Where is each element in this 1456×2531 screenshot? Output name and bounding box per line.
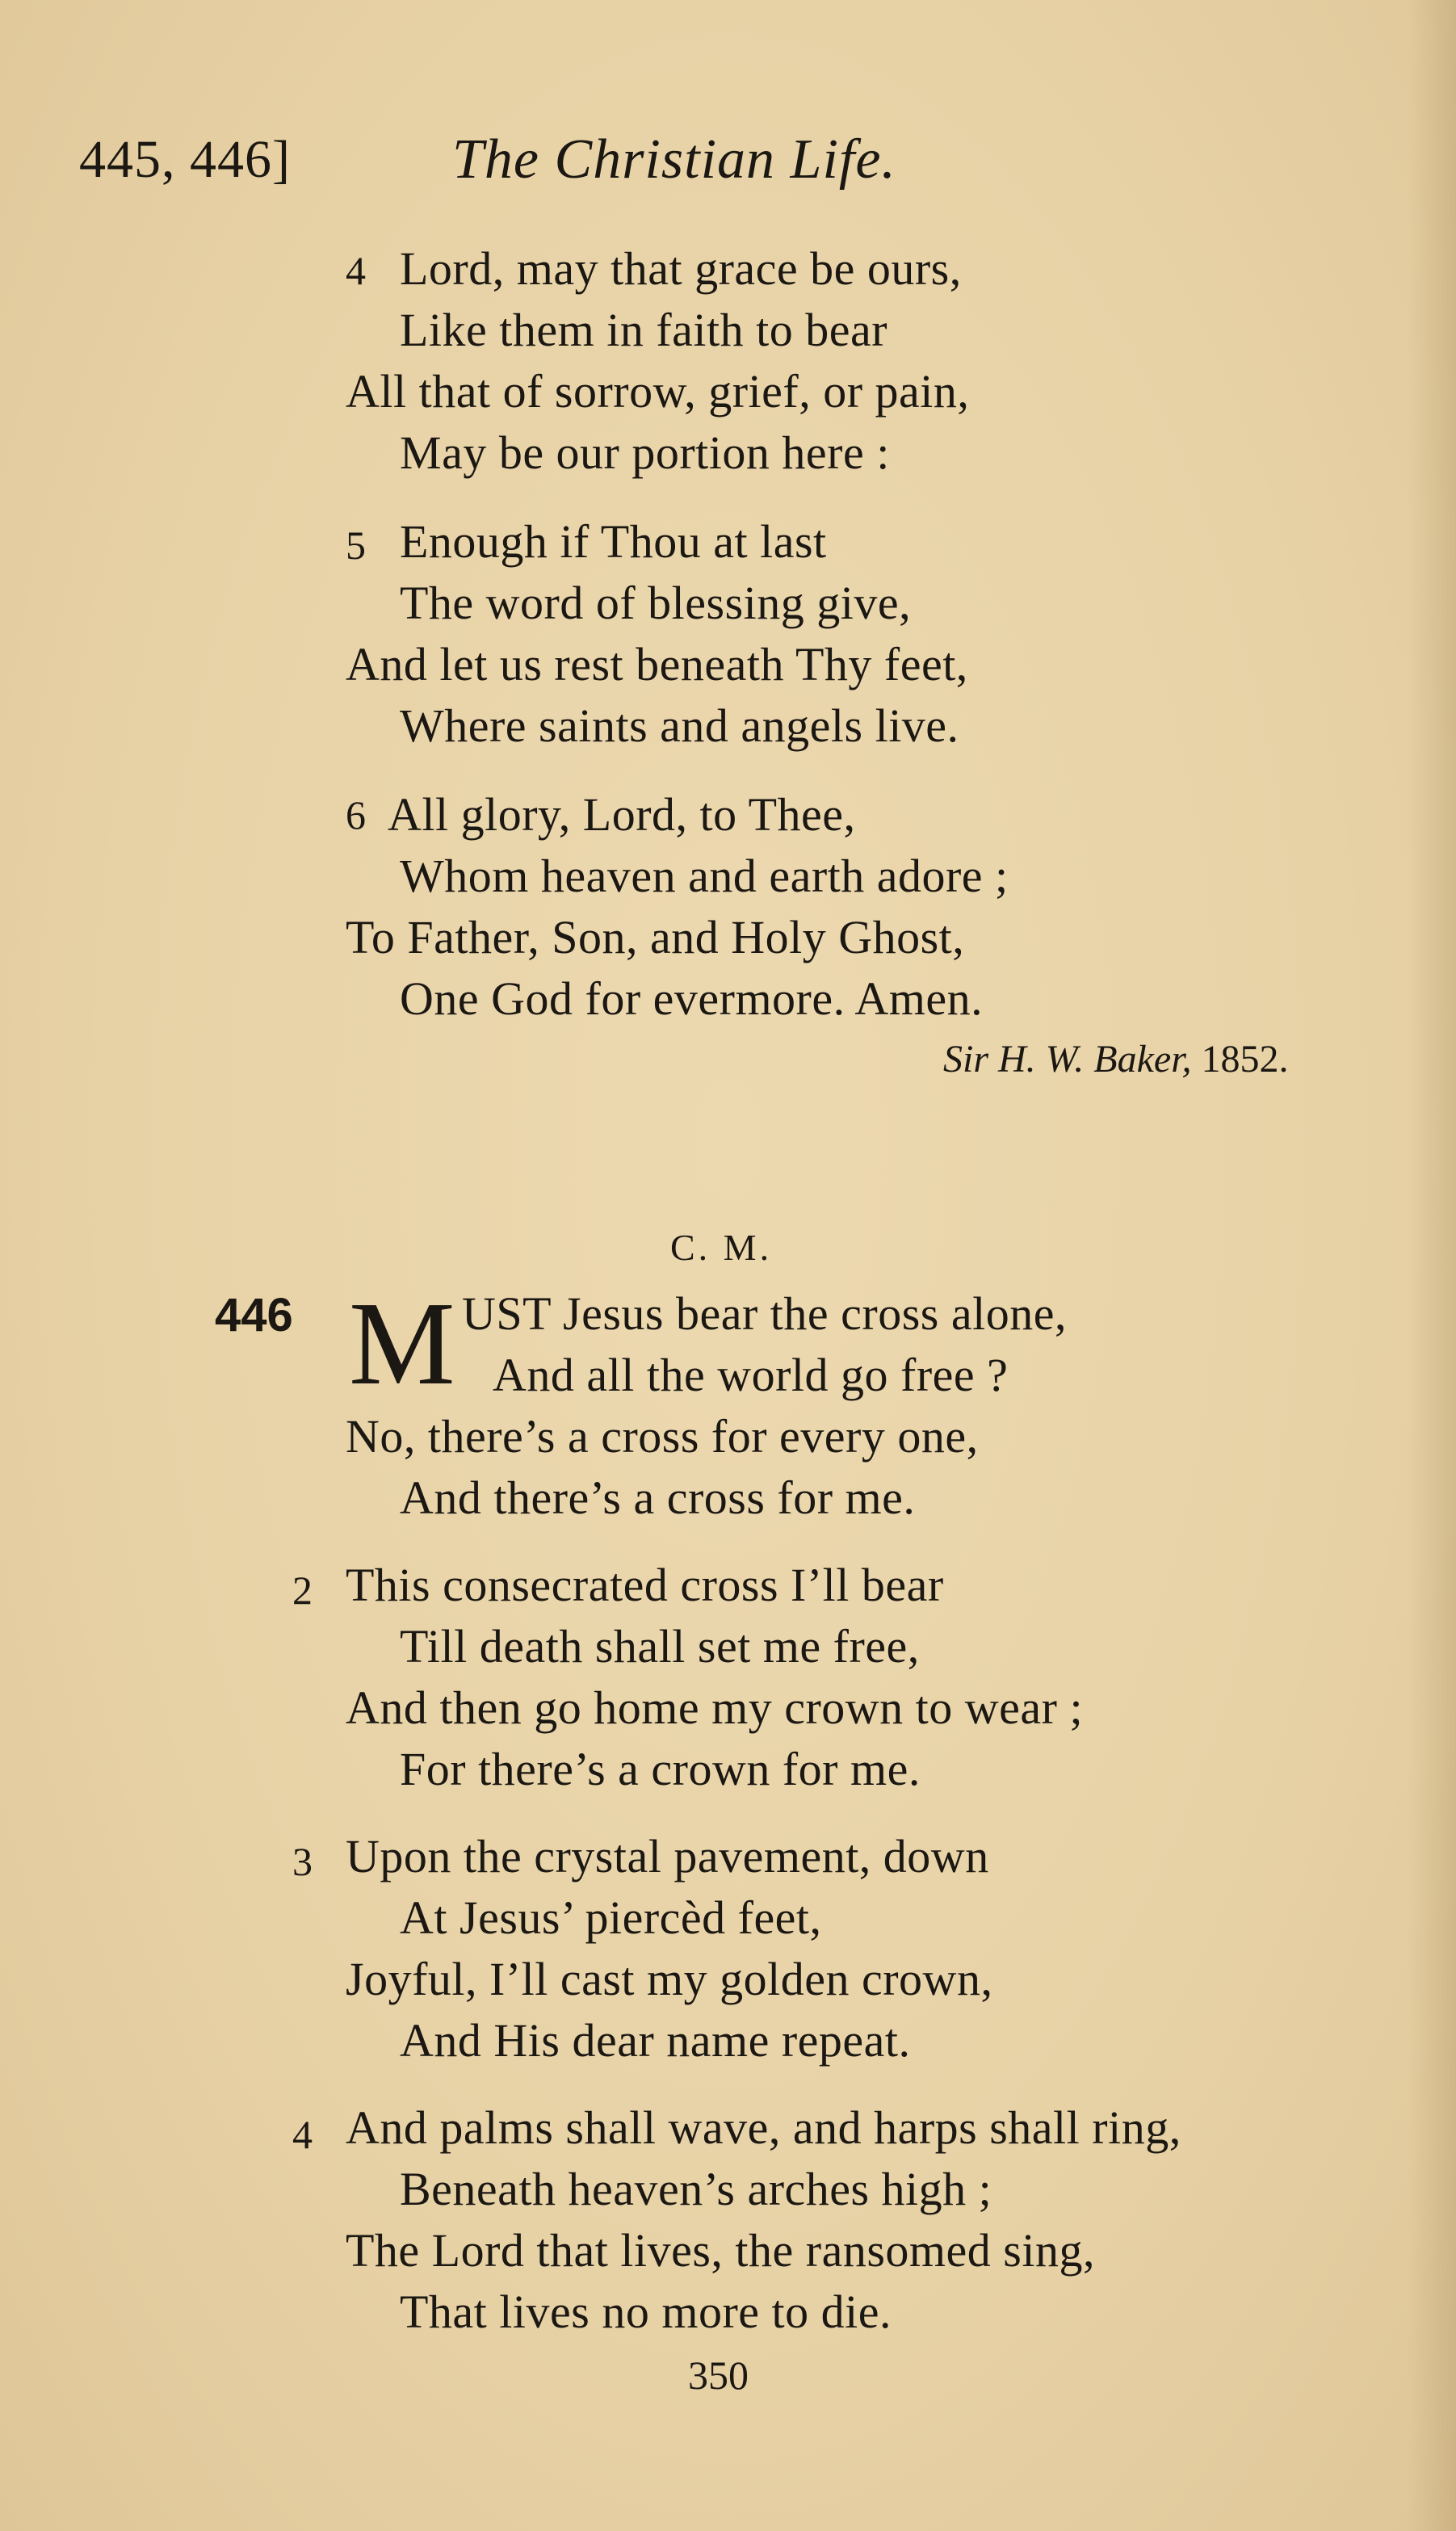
verse-number: 6 (346, 792, 366, 837)
verse-line: UST Jesus bear the cross alone, (462, 1287, 1067, 1340)
hymn-range-header: 445, 446] (79, 130, 291, 189)
verse-line: The Lord that lives, the ransomed sing, (346, 2224, 1095, 2277)
verse-line: And there’s a cross for me. (400, 1471, 916, 1524)
verse-line: All that of sorrow, grief, or pain, (346, 365, 970, 418)
page-number: 350 (688, 2353, 749, 2398)
verse-line: Till death shall set me free, (400, 1620, 920, 1673)
verse-line: Joyful, I’ll cast my golden crown, (346, 1953, 993, 2005)
verse-line: Where saints and angels live. (400, 699, 959, 752)
verse-line: Upon the crystal pavement, down (346, 1830, 989, 1883)
verse-line: Lord, may that grace be ours, (400, 242, 962, 295)
verse-line: And all the world go free ? (493, 1349, 1009, 1401)
section-title: The Christian Life. (452, 128, 896, 191)
verse-line: For there’s a crown for me. (400, 1743, 921, 1795)
verse-line: And then go home my crown to wear ; (346, 1681, 1084, 1734)
verse-number: 5 (346, 523, 366, 568)
author-name: Sir H. W. Baker, (943, 1038, 1192, 1081)
verse-number: 4 (292, 2112, 313, 2157)
verse-number: 3 (292, 1839, 313, 1884)
meter-label: C. M. (670, 1227, 773, 1268)
verse-line: That lives no more to die. (400, 2285, 892, 2338)
verse-line: The word of blessing give, (400, 577, 912, 629)
verse-line: No, there’s a cross for every one, (346, 1410, 979, 1463)
verse-line: May be our portion here : (400, 426, 890, 479)
verse-line: And palms shall wave, and harps shall ring, (346, 2101, 1181, 2154)
verse-line: This consecrated cross I’ll bear (346, 1559, 944, 1611)
verse-line: At Jesus’ piercèd feet, (400, 1891, 822, 1944)
verse-line: Whom heaven and earth adore ; (400, 850, 1009, 902)
verse-line: All glory, Lord, to Thee, (388, 788, 856, 841)
page-edge-shadow (1408, 0, 1456, 2531)
verse-number: 4 (346, 248, 366, 293)
verse-line: Like them in faith to bear (400, 304, 888, 356)
drop-cap-initial: M (349, 1278, 455, 1410)
verse-line: Enough if Thou at last (400, 515, 827, 568)
verse-line: Beneath heaven’s arches high ; (400, 2163, 992, 2215)
verse-line: And His dear name repeat. (400, 2014, 911, 2067)
author-year: 1852. (1201, 1038, 1289, 1081)
hymn-attribution (943, 1037, 1289, 1081)
verse-line: And let us rest beneath Thy feet, (346, 638, 968, 690)
hymn-number: 446 (215, 1289, 293, 1341)
verse-line: To Father, Son, and Holy Ghost, (346, 911, 965, 963)
verse-number: 2 (292, 1568, 313, 1613)
verse-line: One God for evermore. Amen. (400, 972, 984, 1025)
